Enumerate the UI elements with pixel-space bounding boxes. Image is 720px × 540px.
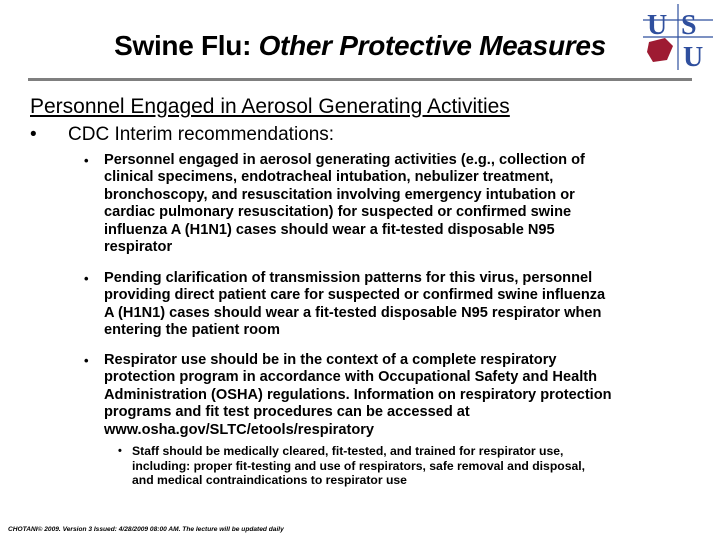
text-line: cardiac pulmonary resuscitation) for suspected or confirmed swine: [104, 204, 572, 221]
text-line: entering the patient room: [104, 322, 280, 339]
logo-letter-u1: U: [647, 10, 668, 41]
text-line: influenza A (H1N1) cases should wear a fit-tested disposable N95: [104, 221, 555, 238]
text-line: and medical contraindications to respirator use: [132, 473, 407, 488]
title-divider: [28, 78, 692, 81]
text-line: Staff should be medically cleared, fit-tested, and trained for respirator use,: [132, 444, 564, 458]
bullet-icon: •: [84, 153, 89, 168]
level2-text: [104, 152, 688, 256]
text-line: A (H1N1) cases should wear a fit-tested disposable N95 respirator when: [104, 304, 602, 321]
text-line: respirator: [104, 239, 173, 256]
bullet-icon: •: [118, 445, 122, 457]
text-line: protection program in accordance with Occupational Safety and Health: [104, 369, 598, 386]
footer-copyright: CHOTANI© 2009. Version 3 Issued: 4/28/2009 08:00 AM. The lecture will be updated daily: [8, 526, 284, 533]
title-main: Swine Flu:: [114, 30, 259, 61]
level1-text: CDC Interim recommendations:: [68, 124, 335, 145]
text-line: providing direct patient care for suspected or confirmed swine influenza: [104, 287, 606, 304]
bullet-icon: •: [84, 353, 89, 368]
title-emphasis: Other Protective Measures: [258, 30, 606, 61]
text-line: www.osha.gov/SLTC/etools/respiratory: [104, 421, 375, 438]
text-line: Personnel engaged in aerosol generating activities (e.g., collection of: [104, 152, 585, 168]
text-line: clinical specimens, endotracheal intubation, nebulizer treatment,: [104, 169, 554, 186]
section-subheading: Personnel Engaged in Aerosol Generating Activities: [30, 95, 510, 118]
logo-letter-s: S: [681, 10, 697, 41]
logo-letter-u2: U: [683, 42, 704, 70]
level2-text: [104, 270, 688, 340]
slide-title: [0, 30, 720, 62]
bullet-icon: •: [30, 124, 37, 145]
text-line: Administration (OSHA) regulations. Information on respiratory protection: [104, 386, 612, 403]
text-line: including: proper fit-testing and use of respirators, safe removal and disposal,: [132, 458, 586, 473]
text-line: programs and fit test procedures can be accessed at: [104, 404, 470, 421]
text-line: Respirator use should be in the context of a complete respiratory: [104, 352, 557, 368]
level2-text: [104, 352, 688, 439]
level3-text: [132, 444, 692, 488]
text-line: Pending clarification of transmission patterns for this virus, personnel: [104, 270, 593, 286]
bullet-icon: •: [84, 271, 89, 286]
text-line: bronchoscopy, and resuscitation involving emergency intubation or: [104, 186, 575, 203]
